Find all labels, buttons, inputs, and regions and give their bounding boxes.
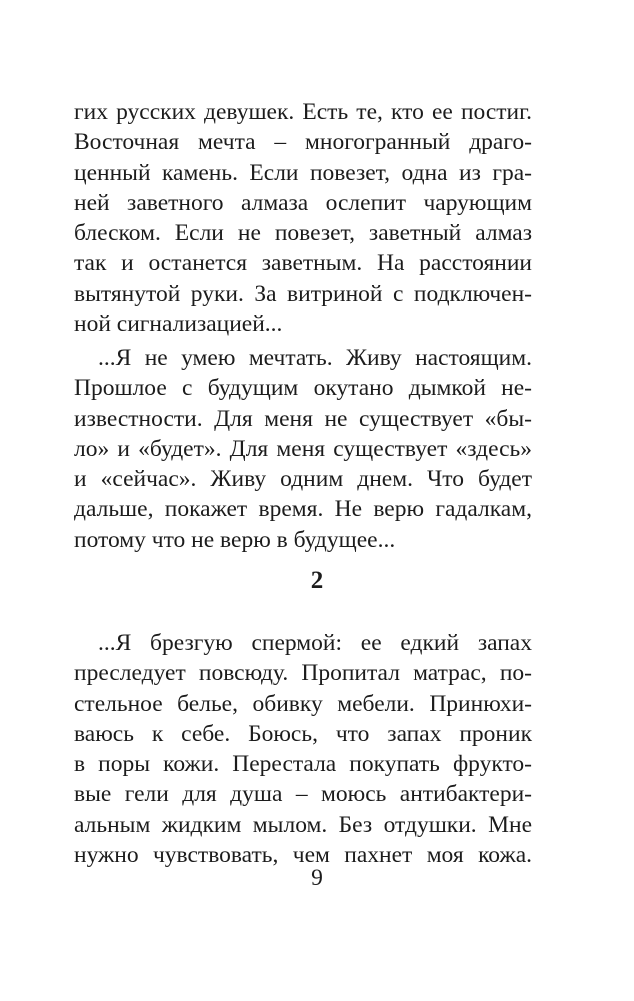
page-number: 9 xyxy=(311,865,323,891)
text-line: преследует повсюду. Пропитал матрас, по- xyxy=(74,660,532,687)
paragraph xyxy=(74,628,532,870)
paragraph xyxy=(74,343,532,555)
text-line: так и останется заветным. На расстоянии xyxy=(74,250,532,277)
text-line: ной сигнализацией... xyxy=(74,311,283,338)
text-line: гих русских девушек. Есть те, кто ее постиг. xyxy=(74,99,532,125)
text-line: потому что не верю в будущее... xyxy=(74,526,396,553)
text-line: ло» и «будет». Для меня существует «здесь» xyxy=(74,435,532,462)
text-line: Восточная мечта – многогранный драго- xyxy=(74,129,532,156)
text-line: нужно чувствовать, чем пахнет моя кожа. xyxy=(74,842,532,869)
text-line: ...Я брезгую спермой: ее едкий запах xyxy=(98,630,532,656)
text-line: ваюсь к себе. Боюсь, что запах проник xyxy=(74,720,532,747)
text-line: и «сейчас». Живу одним днем. Что будет xyxy=(74,466,532,493)
text-line: альным жидким мылом. Без отдушки. Мне xyxy=(74,811,532,838)
paragraph-continued xyxy=(74,97,532,339)
text-line: вытянутой руки. За витриной с подключен- xyxy=(74,280,532,307)
text-line: ценный камень. Если повезет, одна из гра- xyxy=(74,159,532,186)
text-line: Прошлое с будущим окутано дымкой не- xyxy=(74,375,532,402)
text-line: блеском. Если не повезет, заветный алмаз xyxy=(74,220,532,247)
chapter-number: 2 xyxy=(310,567,324,594)
text-line: ней заветного алмаза ослепит чарующим xyxy=(74,189,532,216)
text-line: ...Я не умею мечтать. Живу настоящим. xyxy=(98,345,532,371)
text-line: вые гели для душа – моюсь антибактери- xyxy=(74,781,532,808)
text-line: известности. Для меня не существует «бы- xyxy=(74,405,532,432)
text-line: дальше, покажет время. Не верю гадалкам, xyxy=(74,496,532,523)
text-line: стельное белье, обивку мебели. Принюхи- xyxy=(74,690,532,717)
text-line: в поры кожи. Перестала покупать фрукто- xyxy=(74,751,532,778)
